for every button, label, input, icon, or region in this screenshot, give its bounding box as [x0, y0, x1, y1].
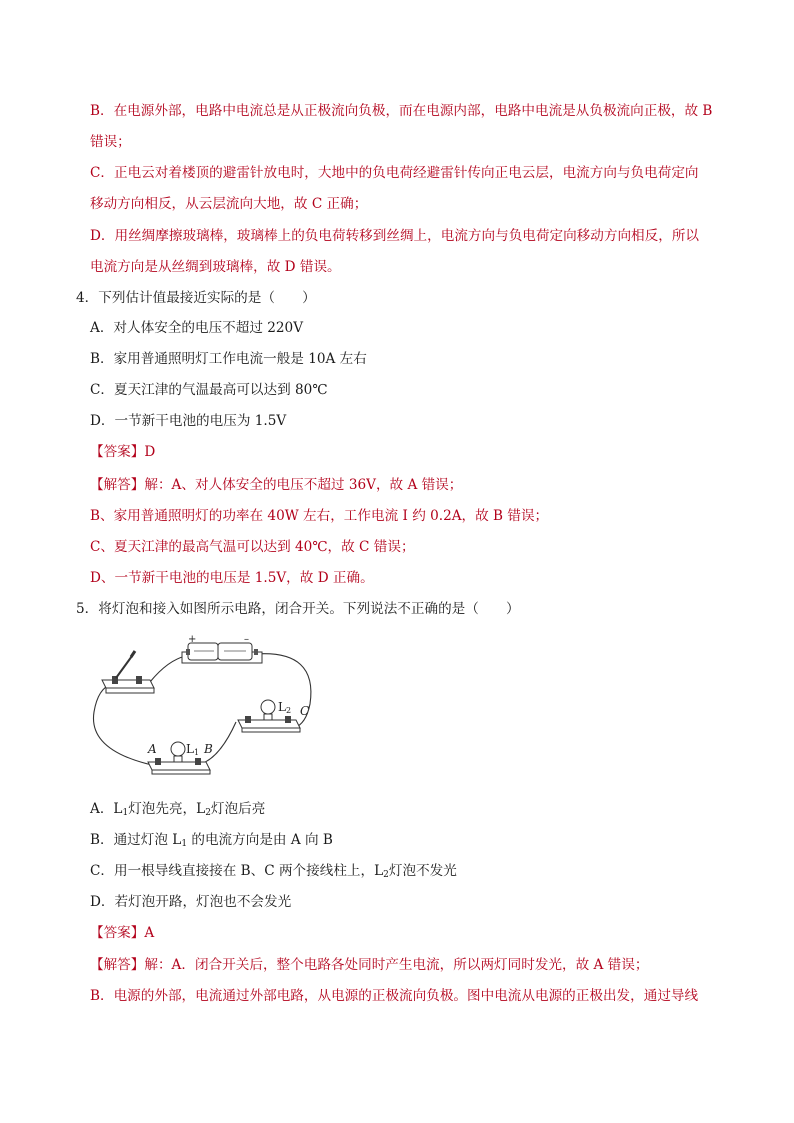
q4-option-a: A．对人体安全的电压不超过 220V: [90, 320, 304, 336]
wire-lamp2-to-lamp1: [196, 722, 236, 765]
q4-analysis-line-4: D、一节新干电池的电压是 1.5V，故 D 正确。: [90, 570, 374, 586]
q3-analysis-line-b1: B．在电源外部，电路中电流总是从正极流向负极，而在电源内部，电路中电流是从负极流向正极，故 B: [90, 103, 713, 119]
q4-answer: 【答案】D: [90, 444, 156, 460]
q5-analysis-line-2: B．电源的外部，电流通过外部电路，从电源的正极流向负极。图中电流从电源的正极出发，通过导线: [90, 988, 699, 1004]
lamp2-holder: [238, 700, 300, 732]
lamp1-holder: [148, 742, 210, 774]
terminal-b-label: B: [204, 742, 213, 756]
wire-lamp1-to-switch: [93, 684, 152, 765]
q5-analysis-label: 【解答】: [90, 957, 145, 973]
q4-option-d: D．一节新干电池的电压为 1.5V: [90, 413, 287, 429]
q5-option-c: C．用一根导线直接接在 B、C 两个接线柱上，$L_2$灯泡不发光: [90, 863, 457, 880]
q4-stem: 4．下列估计值最接近实际的是（ ）: [76, 290, 316, 306]
q4-analysis-line-3: C、夏天江津的最高气温可以达到 40℃，故 C 错误；: [90, 539, 415, 555]
battery: [182, 643, 262, 663]
q5-analysis-text-1: 解：A．闭合开关后，整个电路各处同时产生电流，所以两灯同时发光，故 A 错误；: [144, 957, 649, 973]
circuit-figure: [88, 632, 328, 780]
battery-minus-label: –: [244, 634, 249, 645]
q3-analysis-line-c2: 移动方向相反，从云层流向大地，故 C 正确；: [90, 196, 368, 212]
q4-analysis-label: 【解答】: [90, 477, 145, 493]
q5-answer: 【答案】A: [90, 925, 155, 941]
wire-switch-to-battery: [150, 656, 186, 682]
q5-option-b: B．通过灯泡 $L_1$ 的电流方向是由 A 向 B: [90, 832, 333, 849]
q5-analysis-line-1: [90, 956, 648, 974]
q5-stem: 5．将灯泡和接入如图所示电路，闭合开关。下列说法不正确的是（ ）: [76, 601, 520, 617]
lamp1-label: L1: [186, 742, 200, 757]
q4-analysis-line-1: [90, 476, 462, 494]
q5-option-d: D．若灯泡开路，灯泡也不会发光: [90, 894, 292, 910]
terminal-c-label: C: [300, 704, 310, 718]
q4-analysis-line-2: B、家用普通照明灯的功率在 40W 左右，工作电流 I 约 0.2A，故 B 错误；: [90, 508, 549, 524]
q4-option-b: B．家用普通照明灯工作电流一般是 10A 左右: [90, 351, 367, 367]
q4-analysis-text-1: 解：A、对人体安全的电压不超过 36V，故 A 错误；: [144, 477, 463, 493]
knife-switch: [102, 651, 154, 693]
battery-plus-label: +: [188, 634, 197, 645]
q3-analysis-line-d1: D．用丝绸摩擦玻璃棒，玻璃棒上的负电荷转移到丝绸上，电流方向与负电荷定向移动方向相反，所以: [90, 228, 700, 244]
q3-analysis-line-d2: 电流方向是从丝绸到玻璃棒，故 D 错误。: [90, 259, 341, 275]
q3-analysis-line-c1: C．正电云对着楼顶的避雷针放电时，大地中的负电荷经避雷针传向正电云层，电流方向与负电荷定向: [90, 165, 699, 181]
q3-analysis-line-b2: 错误；: [90, 134, 131, 150]
terminal-a-label: A: [148, 742, 157, 756]
lamp2-label: L2: [278, 700, 292, 715]
q5-option-a: A．$L_1$灯泡先亮，$L_2$灯泡后亮: [90, 801, 266, 818]
q4-option-c: C．夏天江津的气温最高可以达到 80℃: [90, 382, 328, 398]
